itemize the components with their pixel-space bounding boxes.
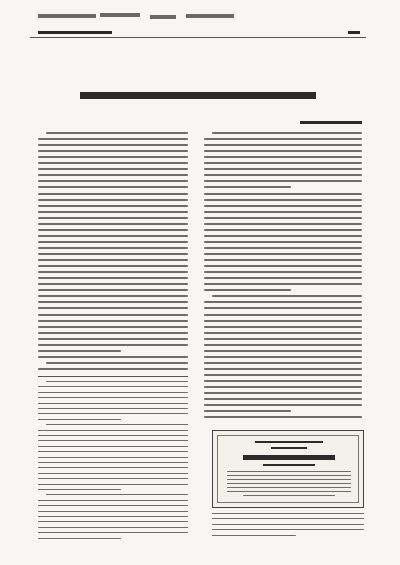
text-line [38, 211, 188, 213]
text-line [204, 247, 362, 249]
text-line [204, 223, 362, 225]
text-line [38, 174, 188, 176]
text-line [204, 398, 362, 400]
text-line [204, 320, 362, 322]
text-line [38, 356, 188, 358]
text-line [38, 413, 188, 414]
text-line [46, 424, 188, 425]
text-line [38, 199, 188, 201]
text-line [204, 199, 362, 201]
text-line [204, 217, 362, 219]
text-line [38, 419, 121, 420]
text-line [38, 368, 188, 370]
text-line [38, 505, 188, 506]
text-line [204, 344, 362, 346]
text-line [38, 150, 188, 152]
text-line [38, 193, 188, 195]
text-line [212, 132, 362, 134]
text-line [38, 156, 188, 158]
text-line [204, 259, 362, 261]
text-line [38, 457, 188, 458]
text-line [38, 521, 188, 522]
text-line [38, 511, 188, 512]
text-line [204, 138, 362, 140]
text-line [204, 332, 362, 334]
text-line [204, 386, 362, 388]
text-line [204, 380, 362, 382]
text-line [38, 144, 188, 146]
text-line [38, 338, 188, 340]
text-line [38, 235, 188, 237]
text-line [38, 408, 188, 409]
text-line [204, 404, 362, 406]
text-line [38, 307, 188, 309]
text-line [38, 473, 188, 474]
text-line [204, 416, 362, 418]
text-line [38, 283, 188, 285]
text-line [38, 462, 188, 463]
text-line [38, 223, 188, 225]
text-line [204, 307, 362, 309]
text-line [204, 326, 362, 328]
text-line [204, 368, 362, 370]
text-line [38, 484, 188, 485]
text-line [38, 403, 188, 404]
text-line [204, 338, 362, 340]
text-line [212, 518, 364, 519]
text-line [46, 381, 188, 382]
text-line [204, 235, 362, 237]
text-line [38, 326, 188, 328]
text-line [204, 211, 362, 213]
text-line [204, 253, 362, 255]
text-line [38, 440, 188, 441]
text-line [204, 205, 362, 207]
text-line [38, 500, 188, 501]
text-line [38, 467, 188, 468]
text-line [38, 397, 188, 398]
text-line [204, 180, 362, 182]
text-line [212, 529, 364, 530]
text-line [38, 289, 188, 291]
text-line [38, 271, 188, 273]
text-line [204, 314, 362, 316]
text-line [204, 162, 362, 164]
text-line [204, 374, 362, 376]
text-line [38, 180, 188, 182]
text-line [204, 193, 362, 195]
text-line [204, 168, 362, 170]
text-line [38, 344, 188, 346]
text-line [204, 241, 362, 243]
plaque-image [212, 430, 364, 508]
text-line [204, 283, 362, 285]
text-line [38, 168, 188, 170]
text-line [38, 446, 188, 447]
text-line [212, 535, 296, 536]
text-line [204, 229, 362, 231]
text-line [38, 295, 188, 297]
text-line [38, 229, 188, 231]
text-line [38, 527, 188, 528]
text-line [38, 392, 188, 393]
text-line [38, 320, 188, 322]
text-line [212, 524, 364, 525]
text-line [38, 277, 188, 279]
text-line [38, 430, 188, 431]
text-line [38, 350, 121, 352]
text-line [38, 253, 188, 255]
text-line [38, 259, 188, 261]
text-line [204, 350, 362, 352]
text-line [38, 265, 188, 267]
text-line [204, 174, 362, 176]
text-line [38, 205, 188, 207]
text-line [204, 362, 362, 364]
text-line [38, 435, 188, 436]
text-line [38, 138, 188, 140]
text-line [38, 241, 188, 243]
text-line [46, 362, 188, 364]
text-line [38, 314, 188, 316]
text-line [204, 356, 362, 358]
text-line [38, 532, 188, 533]
text-line [204, 265, 362, 267]
text-line [204, 301, 362, 303]
text-line [46, 494, 188, 495]
text-line [204, 144, 362, 146]
text-line [212, 513, 364, 514]
text-line [38, 516, 188, 517]
text-line [212, 295, 362, 297]
text-line [38, 186, 188, 188]
text-line [38, 217, 188, 219]
text-line [204, 410, 291, 412]
text-line [204, 392, 362, 394]
text-line [38, 332, 188, 334]
text-line [46, 132, 188, 134]
text-line [204, 277, 362, 279]
text-line [38, 247, 188, 249]
text-line [38, 301, 188, 303]
text-line [38, 489, 121, 490]
text-line [204, 289, 291, 291]
text-line [38, 538, 121, 539]
text-line [204, 186, 291, 188]
text-line [204, 271, 362, 273]
text-line [38, 162, 188, 164]
text-line [38, 386, 188, 387]
text-line [204, 156, 362, 158]
text-line [38, 478, 188, 479]
text-line [204, 150, 362, 152]
text-line [38, 451, 188, 452]
